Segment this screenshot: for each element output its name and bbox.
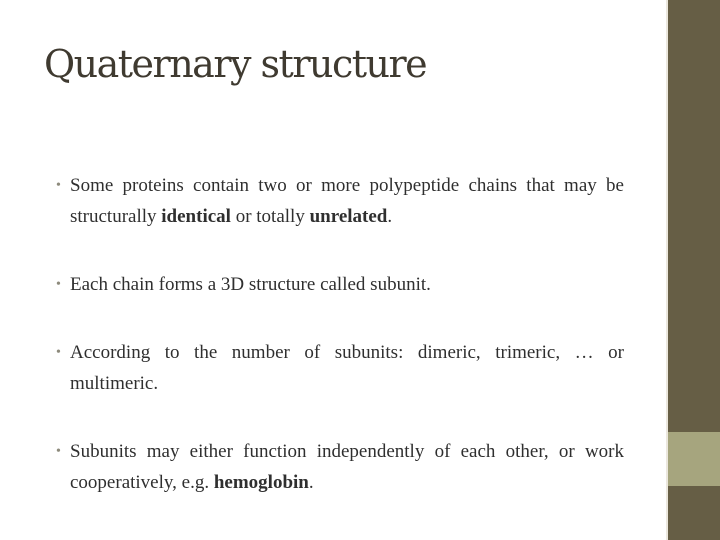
- bullet-text: Subunits may either function independently of each other, or work cooperatively, e.g.: [70, 441, 624, 493]
- bullet-text: According to the number of subunits: dimeric, trimeric, … or multimeric.: [70, 342, 624, 394]
- bullet-item: [56, 337, 624, 399]
- bullet-text: or totally: [230, 206, 310, 227]
- bullet-list: [56, 170, 624, 535]
- bullet-text: .: [387, 206, 393, 227]
- bullet-emphasis: hemoglobin: [213, 472, 309, 493]
- bullet-text: Each chain forms a 3D structure called subunit.: [70, 274, 431, 295]
- sidebar-accent-block: [668, 432, 720, 486]
- bullet-emphasis: identical: [161, 206, 231, 227]
- slide-title: Quaternary structure: [44, 42, 427, 86]
- bullet-item: [56, 170, 624, 232]
- bullet-text: Some proteins contain two or more polypeptide chains that may be structurally: [70, 175, 624, 227]
- bullet-emphasis: unrelated: [309, 206, 388, 227]
- bullet-item: [56, 436, 624, 498]
- bullet-item: [56, 269, 624, 300]
- bullet-text: .: [308, 472, 314, 493]
